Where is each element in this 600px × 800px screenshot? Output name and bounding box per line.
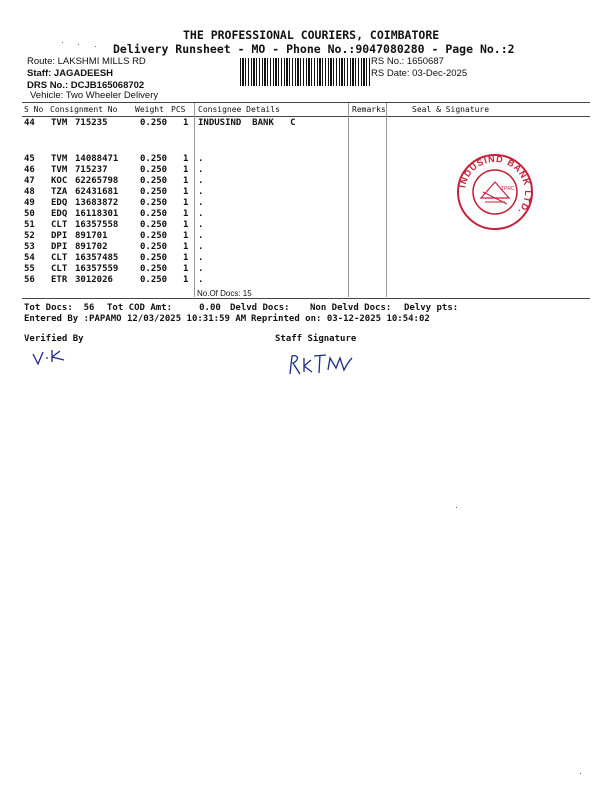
cell-weight: 0.250: [140, 275, 168, 285]
cell-weight: 0.250: [140, 220, 168, 230]
cell-weight: 0.250: [140, 154, 168, 164]
cell-weight: 0.250: [140, 118, 168, 128]
entered-by: Entered By :PAPAMO 12/03/2025 10:31:59 AM: [24, 314, 247, 324]
cell-consignee: .: [198, 165, 204, 175]
cell-prefix: KOC: [51, 176, 68, 186]
table-header-rule: [22, 116, 590, 117]
svg-text:INDUSIND BANK LTD.: [457, 154, 533, 217]
cell-consignee: .: [198, 209, 204, 219]
cell-pcs: 1: [183, 176, 189, 186]
col-consignee: Consignee Details: [198, 105, 280, 114]
cell-prefix: TVM: [51, 118, 68, 128]
cell-consignee: .: [198, 187, 204, 197]
cell-prefix: TZA: [51, 187, 68, 197]
cell-weight: 0.250: [140, 198, 168, 208]
cell-sno: 46: [24, 165, 35, 175]
cell-num: 16357558: [75, 220, 119, 230]
cell-prefix: TVM: [51, 165, 68, 175]
cell-consignee: .: [198, 220, 204, 230]
reprinted-on: Reprinted on: 03-12-2025 10:54:02: [251, 314, 430, 324]
no-of-docs: No.Of Docs: 15: [197, 289, 252, 298]
cell-pcs: 1: [183, 253, 189, 263]
cell-num: 16357485: [75, 253, 119, 263]
cell-consignee: .: [198, 231, 204, 241]
col-remarks: Remarks: [352, 105, 386, 114]
non-delvd-docs: Non Delvd Docs:: [310, 303, 392, 313]
cell-sno: 52: [24, 231, 35, 241]
tot-docs: Tot Docs: 56: [24, 303, 95, 313]
cell-prefix: TVM: [51, 154, 68, 164]
cell-num: 13683872: [75, 198, 119, 208]
col-sno: S No: [24, 105, 44, 114]
cell-prefix: DPI: [51, 231, 68, 241]
table-top-rule: [22, 102, 590, 103]
cell-weight: 0.250: [140, 209, 168, 219]
cell-weight: 0.250: [140, 231, 168, 241]
cell-prefix: CLT: [51, 264, 68, 274]
stamp-text: INDUSIND BANK LTD.: [457, 153, 534, 217]
cell-sno: 55: [24, 264, 35, 274]
cell-num: 62431681: [75, 187, 119, 197]
col-pcs: PCS: [171, 105, 186, 114]
company-title: THE PROFESSIONAL COURIERS, COIMBATORE: [183, 28, 440, 42]
cell-sno: 54: [24, 253, 35, 263]
cell-weight: 0.250: [140, 242, 168, 252]
cell-sno: 44: [24, 118, 35, 128]
col-consignment: Consignment No: [50, 105, 118, 114]
cell-pcs: 1: [183, 220, 189, 230]
cell-num: 16118301: [75, 209, 119, 219]
cell-sno: 48: [24, 187, 35, 197]
cell-prefix: ETR: [51, 275, 68, 285]
col-seal: Seal & Signature: [412, 105, 490, 114]
cell-consignee: .: [198, 275, 204, 285]
cell-pcs: 1: [183, 242, 189, 252]
stamp-inner-text: TPRC: [501, 186, 515, 192]
delvy-pts: Delvy pts:: [404, 303, 459, 313]
cell-sno: 56: [24, 275, 35, 285]
drs-label: DRS No.: DCJB165068702: [27, 80, 145, 91]
verifier-signature: [30, 346, 80, 372]
cell-pcs: 1: [183, 231, 189, 241]
cell-sno: 53: [24, 242, 35, 252]
cell-consignee: INDUSIND BANK C: [198, 118, 296, 128]
cell-weight: 0.250: [140, 165, 168, 175]
cell-pcs: 1: [183, 264, 189, 274]
staff-handwritten-signature: [286, 350, 358, 380]
table-bottom-rule: [22, 298, 590, 299]
cell-sno: 50: [24, 209, 35, 219]
cell-sno: 51: [24, 220, 35, 230]
cell-num: 715235: [75, 118, 108, 128]
cell-num: 891702: [75, 242, 108, 252]
cell-prefix: EDQ: [51, 209, 68, 219]
cell-weight: 0.250: [140, 187, 168, 197]
bank-seal-stamp: [455, 152, 535, 232]
cell-consignee: .: [198, 264, 204, 274]
cell-num: 14088471: [75, 154, 119, 164]
verified-by-label: Verified By: [24, 334, 84, 344]
cell-pcs: 1: [183, 209, 189, 219]
cell-pcs: 1: [183, 198, 189, 208]
cell-pcs: 1: [183, 275, 189, 285]
cell-weight: 0.250: [140, 264, 168, 274]
cell-prefix: EDQ: [51, 198, 68, 208]
staff-signature-label: Staff Signature: [275, 334, 357, 344]
rs-date: RS Date: 03-Dec-2025: [371, 68, 468, 79]
cell-num: 715237: [75, 165, 108, 175]
cell-consignee: .: [198, 176, 204, 186]
cell-weight: 0.250: [140, 253, 168, 263]
delvd-docs: Delvd Docs:: [230, 303, 290, 313]
cell-consignee: .: [198, 154, 204, 164]
cell-consignee: .: [198, 242, 204, 252]
barcode: [240, 58, 370, 86]
route-label: Route: LAKSHMI MILLS RD: [27, 56, 146, 67]
cell-prefix: DPI: [51, 242, 68, 252]
cell-num: 3012026: [75, 275, 113, 285]
staff-label: Staff: JAGADEESH: [27, 68, 114, 79]
cell-prefix: CLT: [51, 253, 68, 263]
cell-pcs: 1: [183, 118, 189, 128]
cell-prefix: CLT: [51, 220, 68, 230]
cell-pcs: 1: [183, 165, 189, 175]
tot-cod-amt: Tot COD Amt: 0.00: [107, 303, 221, 313]
vehicle-label: Vehicle: Two Wheeler Delivery: [30, 90, 159, 101]
rs-number: RS No.: 1650687: [371, 56, 444, 67]
cell-num: 62265798: [75, 176, 119, 186]
runsheet-subtitle: Delivery Runsheet - MO - Phone No.:9047080280 - Page No.:2: [113, 42, 515, 56]
cell-sno: 45: [24, 154, 35, 164]
cell-pcs: 1: [183, 187, 189, 197]
cell-consignee: .: [198, 198, 204, 208]
cell-sno: 49: [24, 198, 35, 208]
cell-num: 891701: [75, 231, 108, 241]
cell-sno: 47: [24, 176, 35, 186]
cell-num: 16357559: [75, 264, 119, 274]
cell-pcs: 1: [183, 154, 189, 164]
cell-weight: 0.250: [140, 176, 168, 186]
cell-consignee: .: [198, 253, 204, 263]
col-weight: Weight: [135, 105, 164, 114]
